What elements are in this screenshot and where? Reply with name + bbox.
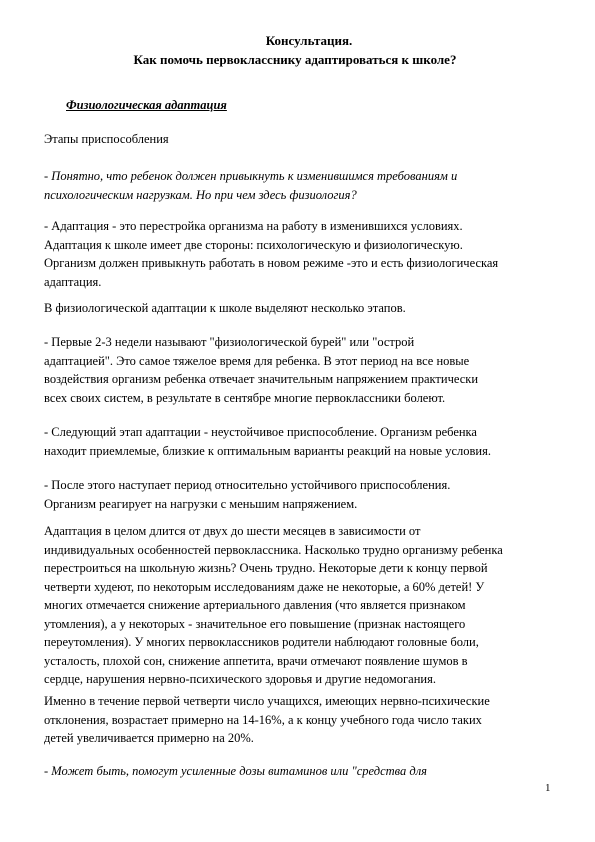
text-line: Организм реагирует на нагрузки с меньшим напряжением. [44,496,358,511]
text-line: всех своих систем, в результате в сентябре многие первоклассники болеют. [44,390,446,405]
text-line: адаптацией". Это самое тяжелое время для ребенка. В этот период на все новые [44,353,470,368]
text-line: индивидуальных особенностей первоклассника. Насколько трудно организму ребенка [44,542,503,557]
section-title: Этапы приспособления [44,132,169,146]
text-line: - После этого наступает период относительно устойчивого приспособления. [44,478,451,492]
text-line: отклонения, возрастает примерно на 14-16%, а к концу учебного года число таких [44,712,482,727]
paragraph [44,423,564,460]
text-line: Адаптация в целом длится от двух до шести месяцев в зависимости от [44,524,421,538]
text-line: многих отмечается снижение артериального давления (что является признаком [44,598,466,612]
paragraph [44,217,564,291]
text-line: Адаптация к школе имеет две стороны: психологическую и физиологическую. [44,237,463,252]
text-line: - Понятно, что ребенок должен привыкнуть к изменившимся требованиям и [44,169,458,183]
paragraph [44,476,564,513]
text-line: Организм должен привыкнуть работать в новом режиме -это и есть физиологическая [44,256,499,270]
paragraph [44,299,564,318]
paragraph [44,167,564,204]
paragraph [44,522,564,689]
text-line: перестроиться на школьную жизнь? Очень трудно. Некоторые дети к концу первой [44,561,488,575]
text-line: находит приемлемые, близкие к оптимальным варианты реакций на новые условия. [44,443,491,458]
text-line: психологическим нагрузкам. Но при чем здесь физиология? [44,187,357,202]
paragraph [44,692,564,748]
text-line: воздействия организм ребенка отвечает значительным напряжением практически [44,372,479,386]
paragraph [44,333,564,407]
text-line: переутомления). У многих первоклассников родители наблюдают головные боли, [44,635,479,649]
text-line: утомления), а у некоторых - значительное его повышение (признак настоящего [44,616,466,631]
text-line: - Адаптация - это перестройка организма на работу в изменившихся условиях. [44,219,463,233]
text-line: - Может быть, помогут усиленные дозы витаминов или "средства для [44,764,427,778]
text-line: четверти худеют, по некоторым исследованиям даже не некоторые, а 60% детей! У [44,579,485,594]
text-line: детей увеличивается примерно на 20%. [44,731,254,745]
heading-line-1: Консультация. [265,33,353,48]
text-line: В физиологической адаптации к школе выделяют несколько этапов. [44,301,406,315]
paragraph [44,762,564,781]
text-line: - Следующий этап адаптации - неустойчивое приспособление. Организм ребенка [44,425,477,439]
page-number: 1 [545,782,551,794]
text-line: Именно в течение первой четверти число учащихся, имеющих нервно-психические [44,694,490,708]
text-line: - Первые 2-3 недели называют "физиологической бурей" или "острой [44,335,415,349]
heading-line-2: Как помочь первокласснику адаптироваться к школе? [133,52,457,67]
subtitle: Физиологическая адаптация [66,98,227,112]
text-line: усталость, плохой сон, снижение аппетита, врачи отмечают появление шумов в [44,653,468,668]
text-line: адаптация. [44,274,102,289]
text-line: сердце, нарушения нервно-психического здоровья и другие недомогания. [44,672,436,686]
